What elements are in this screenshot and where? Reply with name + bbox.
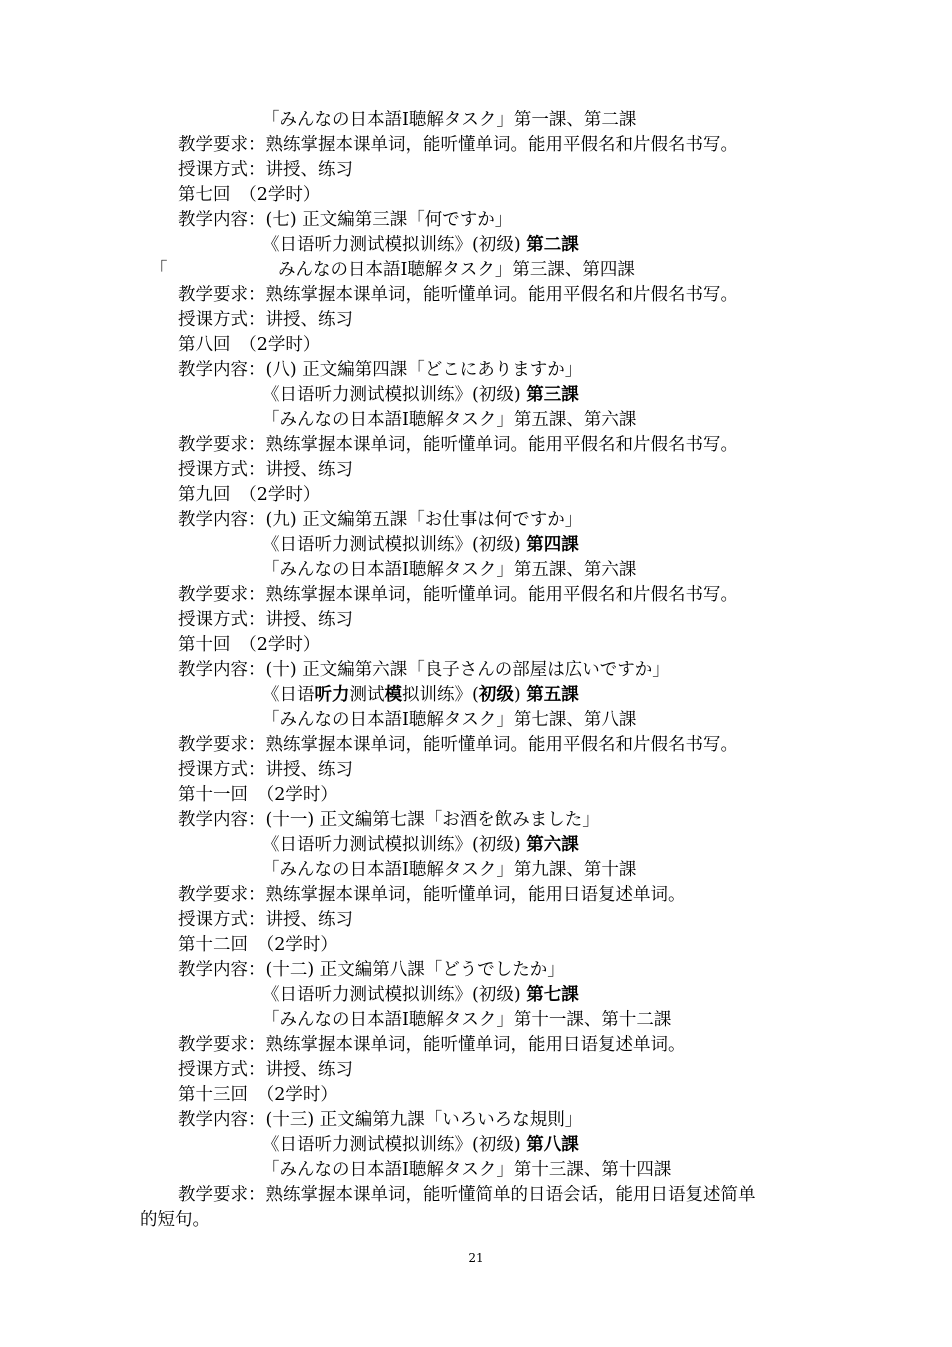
text-line xyxy=(178,1033,686,1057)
text-line xyxy=(178,283,738,307)
text-segment: 教学内容：(十二) 正文編第八課「どうでしたか」 xyxy=(178,960,565,980)
text-segment: 第四課 xyxy=(526,535,579,555)
text-segment: 教学要求：熟练掌握本课单词，能听懂简单的日语会话，能用日语复述简单 xyxy=(178,1185,756,1205)
text-segment: 教学内容：(八) 正文編第四課「どこにありますか」 xyxy=(178,360,583,380)
text-segment: 拟训练》( xyxy=(402,685,479,705)
text-line xyxy=(178,183,320,207)
text-line xyxy=(178,783,338,807)
text-line xyxy=(262,708,636,732)
text-segment: 「みんなの日本語Ⅰ聴解タスク」第五課、第六課 xyxy=(262,410,637,430)
text-line xyxy=(178,158,353,182)
text-segment: 「みんなの日本語Ⅰ聴解タスク」第一課、第二課 xyxy=(262,110,637,130)
text-segment: 第二課 xyxy=(526,235,579,255)
text-line xyxy=(178,333,320,357)
text-segment: 第七回 （2学时） xyxy=(178,185,321,205)
text-line xyxy=(178,608,353,632)
text-segment: 教学要求：熟练掌握本课单词，能听懂单词。能用平假名和片假名书写。 xyxy=(178,285,738,305)
text-line xyxy=(178,658,670,682)
text-line xyxy=(178,483,320,507)
text-line xyxy=(262,558,636,582)
text-segment: 《日语听力测试模拟训练》(初级) xyxy=(262,235,527,255)
text-line xyxy=(178,458,353,482)
text-line xyxy=(150,258,168,282)
text-segment: 授课方式：讲授、练习 xyxy=(178,160,353,180)
text-segment: 第九回 （2学时） xyxy=(178,485,321,505)
text-line xyxy=(262,108,636,132)
text-segment: 《日语听力测试模拟训练》(初级) xyxy=(262,385,527,405)
text-segment: 「みんなの日本語Ⅰ聴解タスク」第十一課、第十二課 xyxy=(262,1010,672,1030)
text-line xyxy=(178,358,582,382)
text-segment: 「みんなの日本語Ⅰ聴解タスク」第七課、第八課 xyxy=(262,710,637,730)
text-segment: 初级 xyxy=(478,685,514,705)
text-segment: 第三課 xyxy=(526,385,579,405)
text-line xyxy=(262,408,636,432)
text-segment: 第五課 xyxy=(526,685,579,705)
text-segment: 第十二回 （2学时） xyxy=(178,935,338,955)
text-segment: 教学内容：(十三) 正文編第九課「いろいろな規則」 xyxy=(178,1110,583,1130)
text-segment: 教学内容：(十一) 正文編第七課「お酒を飲みました」 xyxy=(178,810,600,830)
text-segment: 授课方式：讲授、练习 xyxy=(178,460,353,480)
text-segment: 教学要求：熟练掌握本课单词，能听懂单词。能用平假名和片假名书写。 xyxy=(178,585,738,605)
text-segment: 第七課 xyxy=(526,985,579,1005)
text-segment: ) xyxy=(513,685,527,705)
text-line xyxy=(262,833,579,857)
text-line xyxy=(262,1008,671,1032)
text-line xyxy=(178,1108,582,1132)
text-line xyxy=(178,133,738,157)
text-segment: 测试 xyxy=(349,685,385,705)
text-line xyxy=(178,433,738,457)
text-line xyxy=(262,983,579,1007)
text-line xyxy=(178,1183,756,1207)
text-segment: 授课方式：讲授、练习 xyxy=(178,310,353,330)
text-segment: みんなの日本語Ⅰ聴解タスク」第三課、第四課 xyxy=(278,260,635,280)
text-line xyxy=(178,583,738,607)
text-line xyxy=(178,958,565,982)
text-segment: 「みんなの日本語Ⅰ聴解タスク」第五課、第六課 xyxy=(262,560,637,580)
text-line xyxy=(178,733,738,757)
text-line xyxy=(140,1208,210,1232)
text-segment: 教学要求：熟练掌握本课单词，能听懂单词，能用日语复述单词。 xyxy=(178,885,686,905)
text-segment: 听力 xyxy=(314,685,350,705)
text-line xyxy=(178,933,338,957)
text-segment: 教学要求：熟练掌握本课单词，能听懂单词。能用平假名和片假名书写。 xyxy=(178,435,738,455)
text-segment: 第八課 xyxy=(526,1135,579,1155)
text-segment: 教学要求：熟练掌握本课单词，能听懂单词，能用日语复述单词。 xyxy=(178,1035,686,1055)
text-line xyxy=(262,858,636,882)
text-segment: 《日语听力测试模拟训练》(初级) xyxy=(262,535,527,555)
text-segment: 第六課 xyxy=(526,835,579,855)
text-segment: 授课方式：讲授、练习 xyxy=(178,760,353,780)
text-line xyxy=(262,683,579,707)
text-segment: 授课方式：讲授、练习 xyxy=(178,610,353,630)
text-line xyxy=(262,533,579,557)
text-line xyxy=(178,633,320,657)
text-segment: 教学内容：(九) 正文編第五課「お仕事は何ですか」 xyxy=(178,510,583,530)
text-line xyxy=(262,233,579,257)
text-line xyxy=(178,808,600,832)
text-line xyxy=(178,308,353,332)
text-line xyxy=(178,1083,338,1107)
text-segment: 「みんなの日本語Ⅰ聴解タスク」第十三課、第十四課 xyxy=(262,1160,672,1180)
text-segment: 《日语听力测试模拟训练》(初级) xyxy=(262,1135,527,1155)
text-line xyxy=(178,758,353,782)
text-segment: 「みんなの日本語Ⅰ聴解タスク」第九課、第十課 xyxy=(262,860,637,880)
text-line xyxy=(262,383,579,407)
text-segment: 授课方式：讲授、练习 xyxy=(178,910,353,930)
text-segment: 的短句。 xyxy=(140,1210,210,1230)
text-segment: 《日语 xyxy=(262,685,315,705)
text-segment: 第八回 （2学时） xyxy=(178,335,321,355)
text-segment: 教学要求：熟练掌握本课单词，能听懂单词。能用平假名和片假名书写。 xyxy=(178,735,738,755)
text-segment: 「 xyxy=(150,260,168,280)
text-segment: 教学内容：(十) 正文編第六課「良子さんの部屋は広いですか」 xyxy=(178,660,670,680)
text-segment: 第十三回 （2学时） xyxy=(178,1085,338,1105)
text-line xyxy=(178,908,353,932)
text-line xyxy=(178,883,686,907)
text-line xyxy=(178,508,582,532)
text-segment: 模 xyxy=(384,685,402,705)
text-segment: 授课方式：讲授、练习 xyxy=(178,1060,353,1080)
text-segment: 第十回 （2学时） xyxy=(178,635,321,655)
text-line xyxy=(262,1158,671,1182)
text-segment: 《日语听力测试模拟训练》(初级) xyxy=(262,985,527,1005)
text-segment: 第十一回 （2学时） xyxy=(178,785,338,805)
text-line xyxy=(262,1133,579,1157)
text-segment: 教学内容：(七) 正文編第三課「何ですか」 xyxy=(178,210,513,230)
page-number: 21 xyxy=(468,1251,484,1265)
text-line xyxy=(178,208,512,232)
text-line xyxy=(178,1058,353,1082)
text-line xyxy=(278,258,635,282)
text-segment: 《日语听力测试模拟训练》(初级) xyxy=(262,835,527,855)
text-segment: 教学要求：熟练掌握本课单词，能听懂单词。能用平假名和片假名书写。 xyxy=(178,135,738,155)
